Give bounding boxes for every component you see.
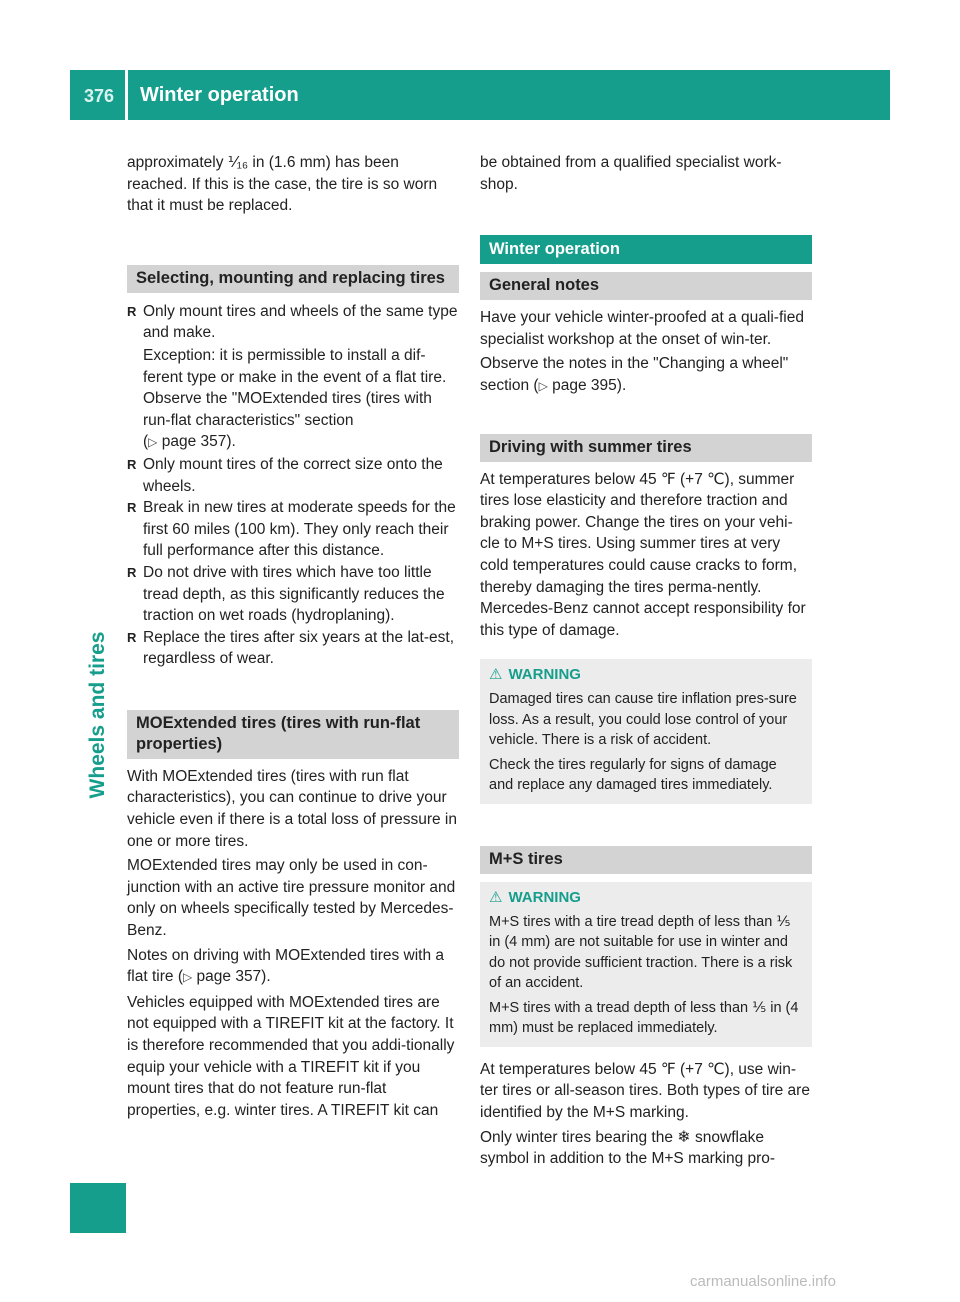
page-ref-arrow-icon: ▷ [148,435,158,450]
page-number: 376 [84,86,115,106]
page-ref-arrow-icon: ▷ [538,378,548,393]
general-p2: Observe the notes in the "Changing a wheel" section (▷ page 395). [480,355,789,394]
summer-p1: At temperatures below 45 ℉ (+7 ℃), summer tires lose elasticity and therefore traction and braking power. Change the tires on your vehi-cle to M+S tires. Using summer tires at very cold temperatures could cause cracks to form, thereby damaging the tires perma-nently. Mercedes-Benz cannot accept responsibility for this type of damage. [480,470,806,639]
warning-triangle-icon: ⚠ [489,888,503,906]
warning-box-summer [480,659,812,804]
heading-summer-tires: Driving with summer tires [480,434,812,462]
heading-selecting-tires: Selecting, mounting and replacing tires [127,265,459,293]
list-item: R Break in new tires at moderate speeds for the first 60 miles (100 km). They only reach their full performance after this distance. [127,497,459,562]
heading-ms-tires: M+S tires [480,846,812,874]
warning-label: WARNING [508,666,581,684]
left-intro: approximately ⅟₁₆ in (1.6 mm) has been reached. If this is the case, the tire is so worn that it must be replaced. [127,154,438,215]
moextended-p4: Vehicles equipped with MOExtended tires are not equipped with a TIREFIT kit at the factory. It is therefore recommended that you addi-tionally equip your vehicle with a TIREFIT kit if you mount tires that do not feature run-flat properties, e.g. winter tires. A TIREFIT kit can [127,993,455,1119]
heading-general-notes: General notes [480,272,812,300]
page-ref-link[interactable]: page 357). [161,433,236,451]
warning-triangle-icon: ⚠ [489,666,503,684]
warning-text: Damaged tires can cause tire inflation pres-sure loss. As a result, you could lose control of your vehicle. There is a risk of accident. [489,691,797,749]
header-divider [125,70,128,120]
page-ref-link[interactable]: page 357). [196,968,271,986]
right-intro: be obtained from a qualified specialist work-shop. [480,154,782,193]
header-title: Winter operation [140,84,299,106]
heading-winter-operation: Winter operation [480,235,812,264]
warning-text: Check the tires regularly for signs of damage and replace any damaged tires immediately. [489,756,777,794]
page-ref-arrow-icon: ▷ [182,970,193,985]
side-tab-marker [70,1183,126,1233]
ms-p2: Only winter tires bearing the ❄ snowflake symbol in addition to the M+S marking pro- [480,1128,776,1168]
warning-label: WARNING [508,888,581,906]
warning-box-ms [480,882,812,1047]
exception-note: Exception: it is permissible to install a dif-ferent type or make in the event of a flat tire. Observe the "MOExtended tires (tires with run-flat characteristics" section (▷ page 357). [143,346,447,451]
moextended-p2: MOExtended tires may only be used in con-junction with an active tire pressure monitor and only on wheels specifically tested by Mercedes-Benz. [127,857,456,940]
list-item: R Do not drive with tires which have too little tread depth, as this significantly reduces the traction on wet roads (hydroplaning). [127,562,459,627]
moextended-p1: With MOExtended tires (tires with run flat characteristics), you can continue to drive your vehicle even if there is a total loss of pressure in one or more tires. [127,767,457,850]
right-column [480,152,812,1170]
watermark: carmanualsonline.info [690,1273,836,1290]
side-section-label: Wheels and tires [86,631,109,799]
page-ref-link[interactable]: page 395). [552,376,627,394]
left-column [127,152,459,1121]
warning-text: M+S tires with a tread depth of less than ⅕ in (4 mm) must be replaced immediately. [489,999,799,1037]
moextended-p3: Notes on driving with MOExtended tires with a flat tire (▷ page 357). [127,946,445,986]
general-p1: Have your vehicle winter-proofed at a quali-fied specialist workshop at the onset of win-ter. [480,309,804,348]
warning-text: M+S tires with a tire tread depth of less than ⅕ in (4 mm) are not suitable for use in winter and do not provide sufficient traction. There is a risk of an accident. [489,913,793,992]
list-item: R Only mount tires of the correct size onto the wheels. [127,454,459,497]
ms-p1: At temperatures below 45 ℉ (+7 ℃), use win-ter tires or all-season tires. Both types of tire are identified by the M+S marking. [480,1060,810,1121]
page-header [70,70,890,120]
list-item: R Only mount tires and wheels of the same type and make. Exception: it is permissible to install a dif-ferent type or make in the event of a flat tire. Observe the "MOExtended tires (tires with run-flat characteristics" section (▷ page 357). [127,301,459,454]
snowflake-mountain-icon: ❄ [677,1128,691,1146]
list-item: R Replace the tires after six years at the lat-est, regardless of wear. [127,627,459,670]
heading-moextended: MOExtended tires (tires with run-flat properties) [127,710,459,759]
tire-bullet-list [127,301,459,670]
